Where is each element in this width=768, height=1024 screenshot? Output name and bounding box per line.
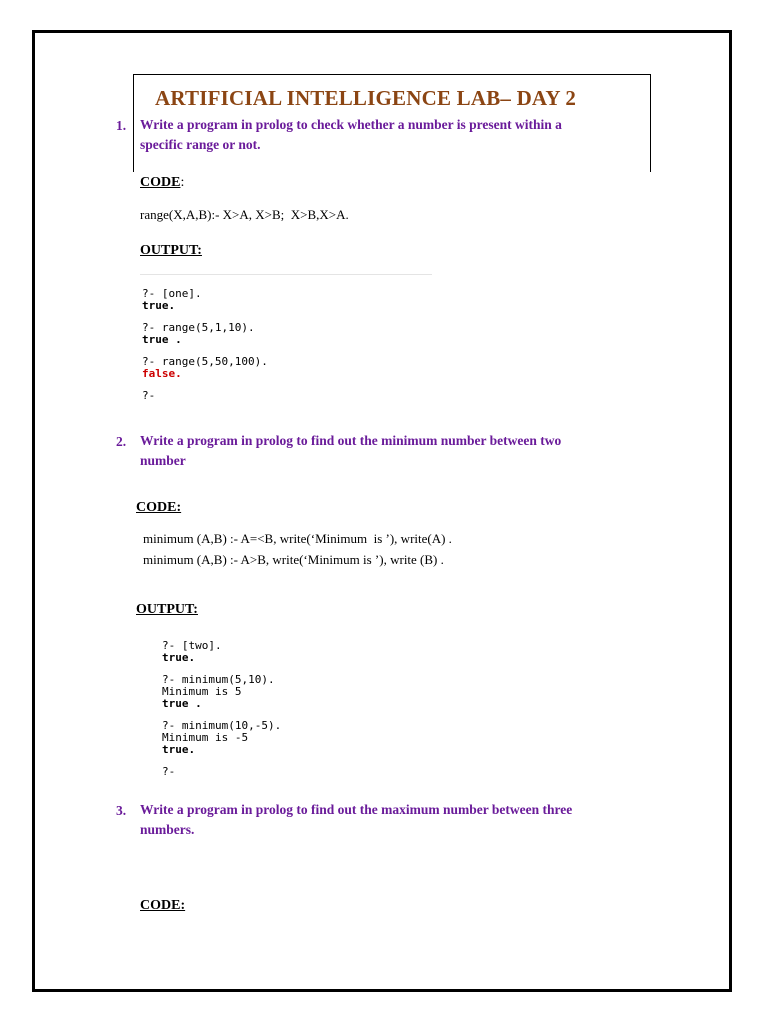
code-line: minimum (A,B) :- A=<B, write(‘Minimum is ’), write(A) . xyxy=(143,531,452,546)
output-heading: OUTPUT: xyxy=(136,602,198,617)
console-block xyxy=(162,674,281,710)
question-text-line: number xyxy=(140,453,186,468)
console-block xyxy=(142,356,268,380)
console-block xyxy=(162,766,281,778)
console-line: Minimum is 5 xyxy=(162,685,242,698)
console-block xyxy=(142,390,268,402)
console-line: ?- minimum(5,10). xyxy=(162,673,275,686)
code-heading-colon: : xyxy=(180,175,185,190)
console-line: true. xyxy=(142,299,176,312)
console-line: true. xyxy=(162,743,196,756)
question-text-line: Write a program in prolog to find out the maximum number between three xyxy=(140,802,573,817)
question-text-line: Write a program in prolog to check whether a number is present within a xyxy=(140,117,562,132)
console-line: true . xyxy=(142,333,182,346)
console-block xyxy=(162,720,281,756)
console-line: ?- [two]. xyxy=(162,639,222,652)
question-number: 3. xyxy=(116,803,127,818)
console-output xyxy=(162,640,281,778)
code-heading: CODE: xyxy=(140,898,186,913)
console-line: ?- range(5,1,10). xyxy=(142,321,255,334)
code-heading: CODE: xyxy=(136,500,182,515)
code-heading xyxy=(140,175,184,191)
output-heading: OUTPUT: xyxy=(140,243,202,258)
console-line: ?- minimum(10,-5). xyxy=(162,719,282,732)
console-divider xyxy=(140,274,432,275)
console-line: ?- [one]. xyxy=(142,287,202,300)
question-text-line: specific range or not. xyxy=(140,137,261,152)
console-line: ?- xyxy=(142,389,156,402)
console-line: ?- xyxy=(162,765,176,778)
code-heading-label: CODE xyxy=(140,175,181,190)
console-line: true. xyxy=(162,651,196,664)
question-number: 2. xyxy=(116,434,127,449)
console-block xyxy=(142,288,268,312)
page-title: ARTIFICIAL INTELLIGENCE LAB– DAY 2 xyxy=(155,86,577,110)
question-text xyxy=(140,800,572,840)
console-output xyxy=(142,288,268,402)
console-block xyxy=(162,640,281,664)
question-number: 1. xyxy=(116,118,127,133)
code-line: minimum (A,B) :- A>B, write(‘Minimum is ’), write (B) . xyxy=(143,552,444,567)
console-block xyxy=(142,322,268,346)
question-text-line: Write a program in prolog to find out the minimum number between two xyxy=(140,433,562,448)
code-line: range(X,A,B):- X>A, X>B; X>B,X>A. xyxy=(140,207,349,222)
question-text-line: numbers. xyxy=(140,822,195,837)
console-line: false. xyxy=(142,367,182,380)
console-line: Minimum is -5 xyxy=(162,731,249,744)
console-line: true . xyxy=(162,697,202,710)
question-text xyxy=(140,115,562,155)
question-text xyxy=(140,431,561,471)
console-line: ?- range(5,50,100). xyxy=(142,355,268,368)
